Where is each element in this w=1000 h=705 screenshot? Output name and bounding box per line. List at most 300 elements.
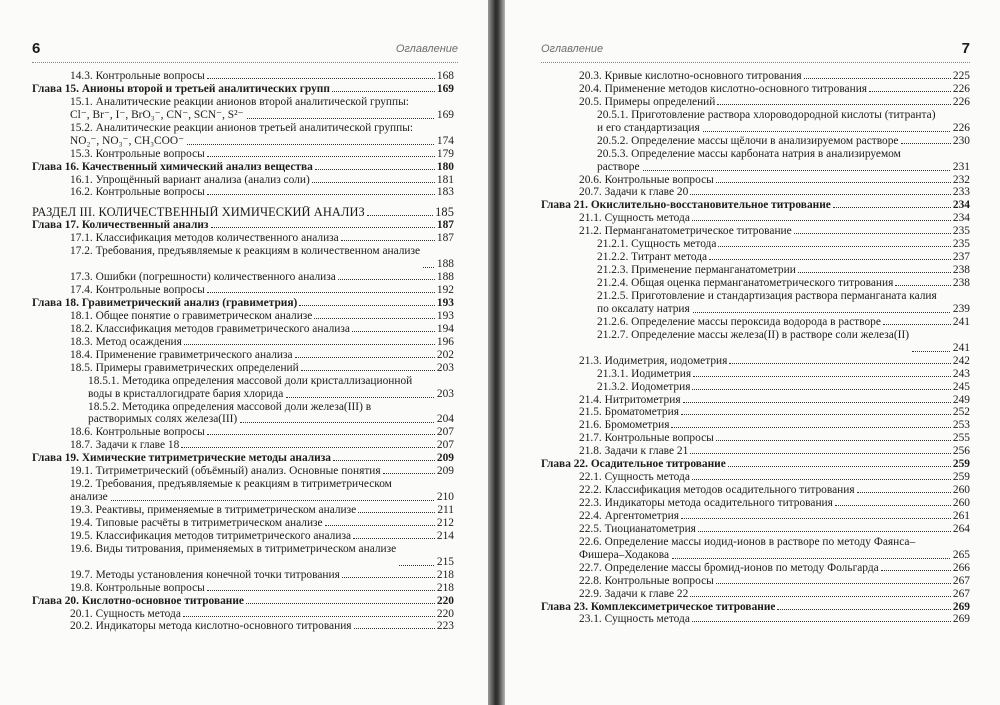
toc-entry-title: 19.6. Виды титрования, применяемых в титриметрическом анализе <box>70 542 397 555</box>
toc-entry-title: 22.1. Сущность метода <box>579 471 690 484</box>
toc-page-number: 264 <box>952 522 970 535</box>
toc-entry <box>32 122 454 148</box>
toc-page-number: 218 <box>436 581 454 594</box>
toc-entry-title: 20.6. Контрольные вопросы <box>579 173 714 186</box>
toc-entry <box>541 381 970 394</box>
toc-chapter-entry <box>541 601 970 614</box>
toc-entry <box>32 70 454 83</box>
toc-dot-leader <box>111 500 434 501</box>
toc-entry-title: 14.3. Контрольные вопросы <box>70 70 205 82</box>
toc-entry-title: 21.2.5. Приготовление и стандартизация раствора перманганата калия по оксалату натрия <box>597 289 937 315</box>
toc-page-number: 218 <box>436 568 454 581</box>
toc-entry-title: 18.5. Примеры гравиметрических определений <box>70 361 299 374</box>
toc-entry <box>541 83 970 96</box>
toc-page-number: 188 <box>436 258 454 271</box>
toc-chapter-entry <box>32 161 454 174</box>
toc-entry <box>32 530 454 543</box>
toc-entry-title: 21.3.2. Иодометрия <box>597 380 691 393</box>
toc-page-number: 203 <box>436 387 454 400</box>
right-running-header: Оглавление <box>541 43 604 55</box>
toc-dot-leader <box>207 78 435 79</box>
toc-page-number: 253 <box>952 419 970 432</box>
toc-page-number: 241 <box>952 315 970 328</box>
toc-page-number: 210 <box>436 491 454 504</box>
toc-dot-leader <box>181 447 435 448</box>
toc-page-number: 169 <box>436 108 454 121</box>
toc-entry-title: 20.5.3. Определение массы карбоната натрия в анализируемом растворе <box>597 147 901 173</box>
toc-entry-title: 17.3. Ошибки (погрешности) количественного анализа <box>70 271 336 284</box>
toc-page-number: 181 <box>436 173 454 186</box>
toc-entry-title: 20.7. Задачи к главе 20 <box>579 186 689 199</box>
toc-page-number: 256 <box>952 445 970 458</box>
toc-page-number: 225 <box>952 70 970 82</box>
toc-dot-leader <box>399 565 434 566</box>
toc-dot-leader <box>833 207 951 208</box>
toc-entry <box>541 497 970 510</box>
toc-page-number: 215 <box>436 555 454 568</box>
toc-page-number: 168 <box>436 70 454 82</box>
toc-entry <box>541 471 970 484</box>
toc-dot-leader <box>295 357 435 358</box>
toc-entry-title: 17.1. Классификация методов количественного анализа <box>70 232 339 245</box>
toc-entry-title: 20.5.2. Определение массы щёлочи в анализируемом растворе <box>597 134 899 147</box>
toc-dot-leader <box>314 318 435 319</box>
toc-spacer <box>32 199 454 206</box>
toc-entry <box>541 70 970 83</box>
toc-page-number: 207 <box>436 439 454 452</box>
toc-dot-leader <box>881 570 951 571</box>
toc-dot-leader <box>690 453 951 454</box>
toc-page-number: 226 <box>952 95 970 108</box>
toc-entry <box>32 174 454 187</box>
toc-chapter-entry <box>32 452 454 465</box>
toc-entry <box>541 96 970 109</box>
toc-entry-title: 22.9. Задачи к главе 22 <box>579 587 689 600</box>
toc-page-number: 249 <box>952 393 970 406</box>
toc-entry <box>541 148 970 174</box>
toc-entry-title: 21.4. Нитритометрия <box>579 393 681 406</box>
toc-entry <box>32 284 454 297</box>
left-toc-list <box>32 70 454 633</box>
toc-dot-leader <box>798 272 951 273</box>
toc-dot-leader <box>717 104 951 105</box>
left-header-rule <box>32 62 458 63</box>
toc-entry <box>32 401 454 427</box>
toc-dot-leader <box>183 616 435 617</box>
toc-entry <box>541 277 970 290</box>
toc-entry-title: Глава 22. Осадительное титрование <box>541 458 726 471</box>
toc-entry <box>32 271 454 284</box>
toc-entry <box>541 212 970 225</box>
toc-dot-leader <box>690 194 951 195</box>
toc-page-number: 267 <box>952 574 970 587</box>
toc-entry-title: 18.1. Общее понятие о гравиметрическом анализе <box>70 309 313 322</box>
toc-entry-title: 18.7. Задачи к главе 18 <box>70 439 180 452</box>
toc-page-number: 214 <box>436 529 454 542</box>
toc-dot-leader <box>353 538 435 539</box>
toc-entry-title: Глава 20. Кислотно-основное титрование <box>32 594 244 607</box>
toc-entry-title: Глава 23. Комплексиметрическое титрование <box>541 600 776 613</box>
toc-dot-leader <box>325 525 435 526</box>
toc-dot-leader <box>672 558 950 559</box>
toc-page-number: 266 <box>952 561 970 574</box>
toc-dot-leader <box>240 422 434 423</box>
left-page-number: 6 <box>32 40 41 57</box>
toc-page-number: 232 <box>952 173 970 186</box>
toc-page-number: 233 <box>952 186 970 199</box>
toc-dot-leader <box>207 194 435 195</box>
toc-entry-title: 21.3. Иодиметрия, иодометрия <box>579 354 728 367</box>
left-running-header: Оглавление <box>395 43 458 55</box>
toc-entry-title: 20.5.1. Приготовление раствора хлороводородной кислоты (титранта) и его стандартизация <box>597 108 936 134</box>
toc-entry <box>541 225 970 238</box>
toc-page-number: 226 <box>952 82 970 95</box>
toc-entry <box>541 575 970 588</box>
toc-dot-leader <box>698 531 951 532</box>
toc-dot-leader <box>716 182 951 183</box>
toc-page-number: 245 <box>952 380 970 393</box>
toc-dot-leader <box>286 397 434 398</box>
toc-page-number: 185 <box>435 205 454 220</box>
toc-entry-title: 19.3. Реактивы, применяемые в титриметрическом анализе <box>70 504 357 517</box>
toc-entry <box>32 608 454 621</box>
toc-entry <box>541 510 970 523</box>
toc-entry <box>541 445 970 458</box>
toc-page-number: 239 <box>952 302 970 315</box>
toc-entry-title: 18.5.1. Методика определения массовой доли кристаллизационной воды в кристаллогидрате бария хлорида <box>88 374 413 400</box>
toc-page-number: 261 <box>952 509 970 522</box>
toc-dot-leader <box>315 169 435 170</box>
toc-dot-leader <box>683 402 951 403</box>
toc-entry-title: 19.8. Контрольные вопросы <box>70 581 205 594</box>
toc-dot-leader <box>207 590 435 591</box>
toc-entry <box>541 523 970 536</box>
toc-entry <box>541 264 970 277</box>
left-page-header <box>32 40 458 58</box>
toc-entry <box>32 362 454 375</box>
toc-page-number: 241 <box>952 341 970 354</box>
toc-dot-leader <box>692 389 950 390</box>
toc-dot-leader <box>246 603 435 604</box>
toc-entry <box>541 290 970 316</box>
toc-entry <box>32 620 454 633</box>
toc-dot-leader <box>681 518 951 519</box>
toc-page-number: 194 <box>436 322 454 335</box>
right-toc-list <box>541 70 970 626</box>
toc-dot-leader <box>895 285 951 286</box>
toc-entry-title: 21.2.3. Применение перманганатометрии <box>597 264 796 277</box>
toc-page-number: 202 <box>436 348 454 361</box>
toc-dot-leader <box>869 91 951 92</box>
toc-page-number: 196 <box>436 335 454 348</box>
toc-entry-title: 16.1. Упрощённый вариант анализа (анализ соли) <box>70 173 310 186</box>
toc-entry-title: 20.2. Индикаторы метода кислотно-основного титрования <box>70 620 352 633</box>
toc-dot-leader <box>187 144 434 145</box>
toc-entry-title: 20.5. Примеры определений <box>579 95 716 108</box>
toc-page-number: 193 <box>436 309 454 322</box>
toc-entry <box>541 186 970 199</box>
toc-entry <box>541 432 970 445</box>
toc-page-number: 203 <box>436 361 454 374</box>
toc-page-number: 260 <box>952 484 970 497</box>
toc-dot-leader <box>883 324 951 325</box>
toc-entry-title: 21.7. Контрольные вопросы <box>579 432 714 445</box>
toc-page-number: 183 <box>436 186 454 199</box>
toc-entry-title: 15.1. Аналитические реакции анионов второй аналитической группы: Cl⁻, Br⁻, I⁻, BrO₃⁻, CN⁻, SCN⁻, S²⁻ <box>70 95 409 121</box>
toc-dot-leader <box>729 363 951 364</box>
toc-entry <box>541 394 970 407</box>
toc-dot-leader <box>835 505 951 506</box>
toc-dot-leader <box>718 246 950 247</box>
toc-entry <box>541 588 970 601</box>
toc-chapter-entry <box>541 199 970 212</box>
toc-entry <box>32 186 454 199</box>
toc-entry <box>32 310 454 323</box>
toc-entry-title: 20.3. Кривые кислотно-основного титрования <box>579 70 802 82</box>
toc-page-number: 226 <box>952 121 970 134</box>
toc-page-number: 188 <box>436 271 454 284</box>
toc-dot-leader <box>703 131 950 132</box>
toc-dot-leader <box>352 331 435 332</box>
toc-page-number: 207 <box>436 426 454 439</box>
toc-page-number: 255 <box>952 432 970 445</box>
toc-entry <box>541 419 970 432</box>
toc-dot-leader <box>211 227 435 228</box>
toc-entry <box>32 232 454 245</box>
toc-page-number: 209 <box>436 465 454 478</box>
toc-dot-leader <box>777 609 950 610</box>
toc-entry <box>32 349 454 362</box>
toc-entry <box>541 109 970 135</box>
toc-page-number: 187 <box>436 219 454 232</box>
toc-dot-leader <box>716 440 951 441</box>
toc-entry <box>541 536 970 562</box>
toc-page-number: 230 <box>952 134 970 147</box>
toc-page-number: 259 <box>952 471 970 484</box>
toc-chapter-entry <box>32 595 454 608</box>
toc-entry-title: 19.2. Требования, предъявляемые к реакциям в титриметрическом анализе <box>70 478 392 504</box>
toc-page-number: 192 <box>436 284 454 297</box>
toc-dot-leader <box>693 312 950 313</box>
toc-entry <box>541 406 970 419</box>
toc-entry-title: 21.5. Броматометрия <box>579 406 679 419</box>
toc-entry-title: 23.1. Сущность метода <box>579 613 690 626</box>
toc-entry <box>32 582 454 595</box>
toc-entry <box>32 148 454 161</box>
toc-dot-leader <box>423 267 434 268</box>
toc-dot-leader <box>693 376 951 377</box>
toc-entry-title: 21.2. Перманганатометрическое титрование <box>579 225 792 238</box>
toc-entry-title: 18.6. Контрольные вопросы <box>70 426 205 439</box>
toc-entry <box>541 613 970 626</box>
toc-page-number: 179 <box>436 147 454 160</box>
toc-entry-title: 21.2.2. Титрант метода <box>597 251 708 264</box>
toc-page-number: 265 <box>952 548 970 561</box>
right-header-rule <box>541 62 970 63</box>
toc-part-heading <box>32 206 454 219</box>
toc-entry-title: Глава 18. Гравиметрический анализ (гравиметрия) <box>32 296 298 309</box>
toc-entry-title: 15.2. Аналитические реакции анионов третьей аналитической группы: NO₂⁻, NO₃⁻, CH₃COO⁻ <box>70 121 414 147</box>
toc-entry <box>541 484 970 497</box>
toc-entry <box>32 375 454 401</box>
toc-entry-title: 22.2. Классификация методов осадительного титрования <box>579 484 855 497</box>
right-page-header <box>541 40 970 58</box>
toc-page-number: 212 <box>436 516 454 529</box>
toc-entry <box>32 465 454 478</box>
toc-chapter-entry <box>32 219 454 232</box>
toc-entry <box>32 543 454 569</box>
toc-page-number: 220 <box>436 607 454 620</box>
toc-chapter-entry <box>32 297 454 310</box>
toc-entry-title: 18.5.2. Методика определения массовой доли железа(III) в растворимых солях железа(III) <box>88 400 372 426</box>
toc-entry-title: 22.3. Индикаторы метода осадительного титрования <box>579 497 833 509</box>
toc-dot-leader <box>857 492 951 493</box>
toc-entry-title: 15.3. Контрольные вопросы <box>70 147 205 160</box>
toc-page-number: 238 <box>952 277 970 290</box>
toc-page-number: 220 <box>436 594 454 607</box>
toc-entry-title: 21.3.1. Иодиметрия <box>597 367 692 380</box>
toc-entry-title: 18.2. Классификация методов гравиметрического анализа <box>70 322 350 335</box>
toc-dot-leader <box>804 78 951 79</box>
toc-entry-title: 19.7. Методы установления конечной точки титрования <box>70 568 340 581</box>
toc-entry <box>32 504 454 517</box>
toc-dot-leader <box>207 292 435 293</box>
toc-entry <box>541 174 970 187</box>
toc-page-number: 204 <box>436 413 454 426</box>
toc-entry <box>541 238 970 251</box>
toc-page-number: 235 <box>952 225 970 238</box>
toc-dot-leader <box>333 460 435 461</box>
toc-page-number: 269 <box>952 613 970 626</box>
toc-chapter-entry <box>32 83 454 96</box>
toc-entry <box>32 569 454 582</box>
toc-entry <box>32 245 454 271</box>
toc-entry-title: 22.4. Аргентометрия <box>579 509 679 522</box>
toc-dot-leader <box>692 479 951 480</box>
book-gutter <box>488 0 505 705</box>
toc-page-number: 209 <box>436 452 454 465</box>
toc-dot-leader <box>332 91 435 92</box>
toc-dot-leader <box>342 577 435 578</box>
toc-page-number: 242 <box>952 354 970 367</box>
toc-page-number: 180 <box>436 160 454 173</box>
toc-entry-title: 21.6. Бромометрия <box>579 419 670 432</box>
toc-entry-title: 19.5. Классификация методов титриметрического анализа <box>70 529 352 542</box>
toc-dot-leader <box>247 118 434 119</box>
toc-entry <box>541 135 970 148</box>
toc-entry-title: Глава 17. Количественный анализ <box>32 219 209 232</box>
toc-dot-leader <box>716 583 951 584</box>
toc-page-number: 237 <box>952 251 970 264</box>
toc-page-number: 252 <box>952 406 970 419</box>
toc-page-number: 269 <box>952 600 970 613</box>
left-page <box>0 0 488 705</box>
toc-entry-title: 18.3. Метод осаждения <box>70 335 182 348</box>
toc-dot-leader <box>643 170 950 171</box>
toc-entry-title: 21.1. Сущность метода <box>579 212 690 225</box>
toc-dot-leader <box>692 621 951 622</box>
toc-dot-leader <box>358 512 435 513</box>
toc-dot-leader <box>312 182 435 183</box>
toc-entry-title: Глава 19. Химические титриметрические методы анализа <box>32 452 331 465</box>
toc-dot-leader <box>794 233 951 234</box>
toc-dot-leader <box>671 427 950 428</box>
toc-entry <box>32 439 454 452</box>
toc-dot-leader <box>912 351 950 352</box>
toc-page-number: 238 <box>952 264 970 277</box>
toc-entry <box>32 517 454 530</box>
toc-dot-leader <box>341 240 435 241</box>
toc-entry-title: Глава 21. Окислительно-восстановительное титрование <box>541 199 831 212</box>
toc-page-number: 193 <box>436 296 454 309</box>
toc-page-number: 267 <box>952 587 970 600</box>
toc-dot-leader <box>301 370 435 371</box>
toc-entry <box>32 96 454 122</box>
toc-dot-leader <box>338 279 435 280</box>
toc-entry-title: 17.2. Требования, предъявляемые к реакциям в количественном анализе <box>70 245 421 258</box>
toc-entry-title: 21.2.4. Общая оценка перманганатометрического титрования <box>597 277 894 290</box>
toc-dot-leader <box>299 305 435 306</box>
toc-entry-title: 19.4. Типовые расчёты в титриметрическом анализе <box>70 516 323 529</box>
toc-entry-title: 21.2.1. Сущность метода <box>597 238 717 251</box>
toc-dot-leader <box>383 473 435 474</box>
toc-entry-title: 22.7. Определение массы бромид-ионов по методу Фольгарда <box>579 561 879 574</box>
toc-page-number: 235 <box>952 238 970 251</box>
toc-entry <box>32 323 454 336</box>
toc-page-number: 260 <box>952 497 970 509</box>
toc-entry <box>541 562 970 575</box>
toc-entry <box>32 426 454 439</box>
toc-page-number: 231 <box>952 160 970 173</box>
toc-entry-title: Глава 15. Анионы второй и третьей аналитических групп <box>32 82 330 95</box>
toc-dot-leader <box>681 414 951 415</box>
toc-dot-leader <box>207 156 435 157</box>
toc-entry-title: 22.8. Контрольные вопросы <box>579 574 714 587</box>
toc-dot-leader <box>901 143 951 144</box>
toc-dot-leader <box>367 215 433 216</box>
toc-entry <box>32 336 454 349</box>
toc-entry-title: 22.6. Определение массы иодид-ионов в растворе по методу Фаянса–Фишера–Ходакова <box>579 535 916 561</box>
toc-entry-title: 21.2.6. Определение массы пероксида водорода в растворе <box>597 315 881 328</box>
toc-page-number: 234 <box>952 199 970 212</box>
toc-entry-title: 22.5. Тиоцианатометрия <box>579 522 696 535</box>
toc-dot-leader <box>354 628 435 629</box>
toc-entry-title: 21.8. Задачи к главе 21 <box>579 445 689 458</box>
toc-dot-leader <box>692 220 951 221</box>
toc-dot-leader <box>709 259 951 260</box>
right-page <box>505 0 1000 705</box>
toc-entry <box>541 329 970 355</box>
toc-entry <box>32 478 454 504</box>
toc-entry-title: 21.2.7. Определение массы железа(II) в растворе соли железа(II) <box>597 328 910 341</box>
toc-entry <box>541 316 970 329</box>
toc-entry <box>541 355 970 368</box>
toc-entry-title: Глава 16. Качественный химический анализ вещества <box>32 160 313 173</box>
toc-page-number: 234 <box>952 212 970 225</box>
toc-page-number: 174 <box>436 134 454 147</box>
toc-page-number: 187 <box>436 232 454 245</box>
toc-entry-title: РАЗДЕЛ III. КОЛИЧЕСТВЕННЫЙ ХИМИЧЕСКИЙ АНАЛИЗ <box>32 206 365 220</box>
toc-dot-leader <box>690 596 951 597</box>
toc-dot-leader <box>728 466 951 467</box>
toc-page-number: 169 <box>436 82 454 95</box>
toc-page-number: 211 <box>437 504 454 517</box>
toc-entry <box>541 251 970 264</box>
toc-entry-title: 17.4. Контрольные вопросы <box>70 284 205 297</box>
toc-chapter-entry <box>541 458 970 471</box>
toc-entry-title: 16.2. Контрольные вопросы <box>70 186 205 199</box>
toc-dot-leader <box>207 434 435 435</box>
